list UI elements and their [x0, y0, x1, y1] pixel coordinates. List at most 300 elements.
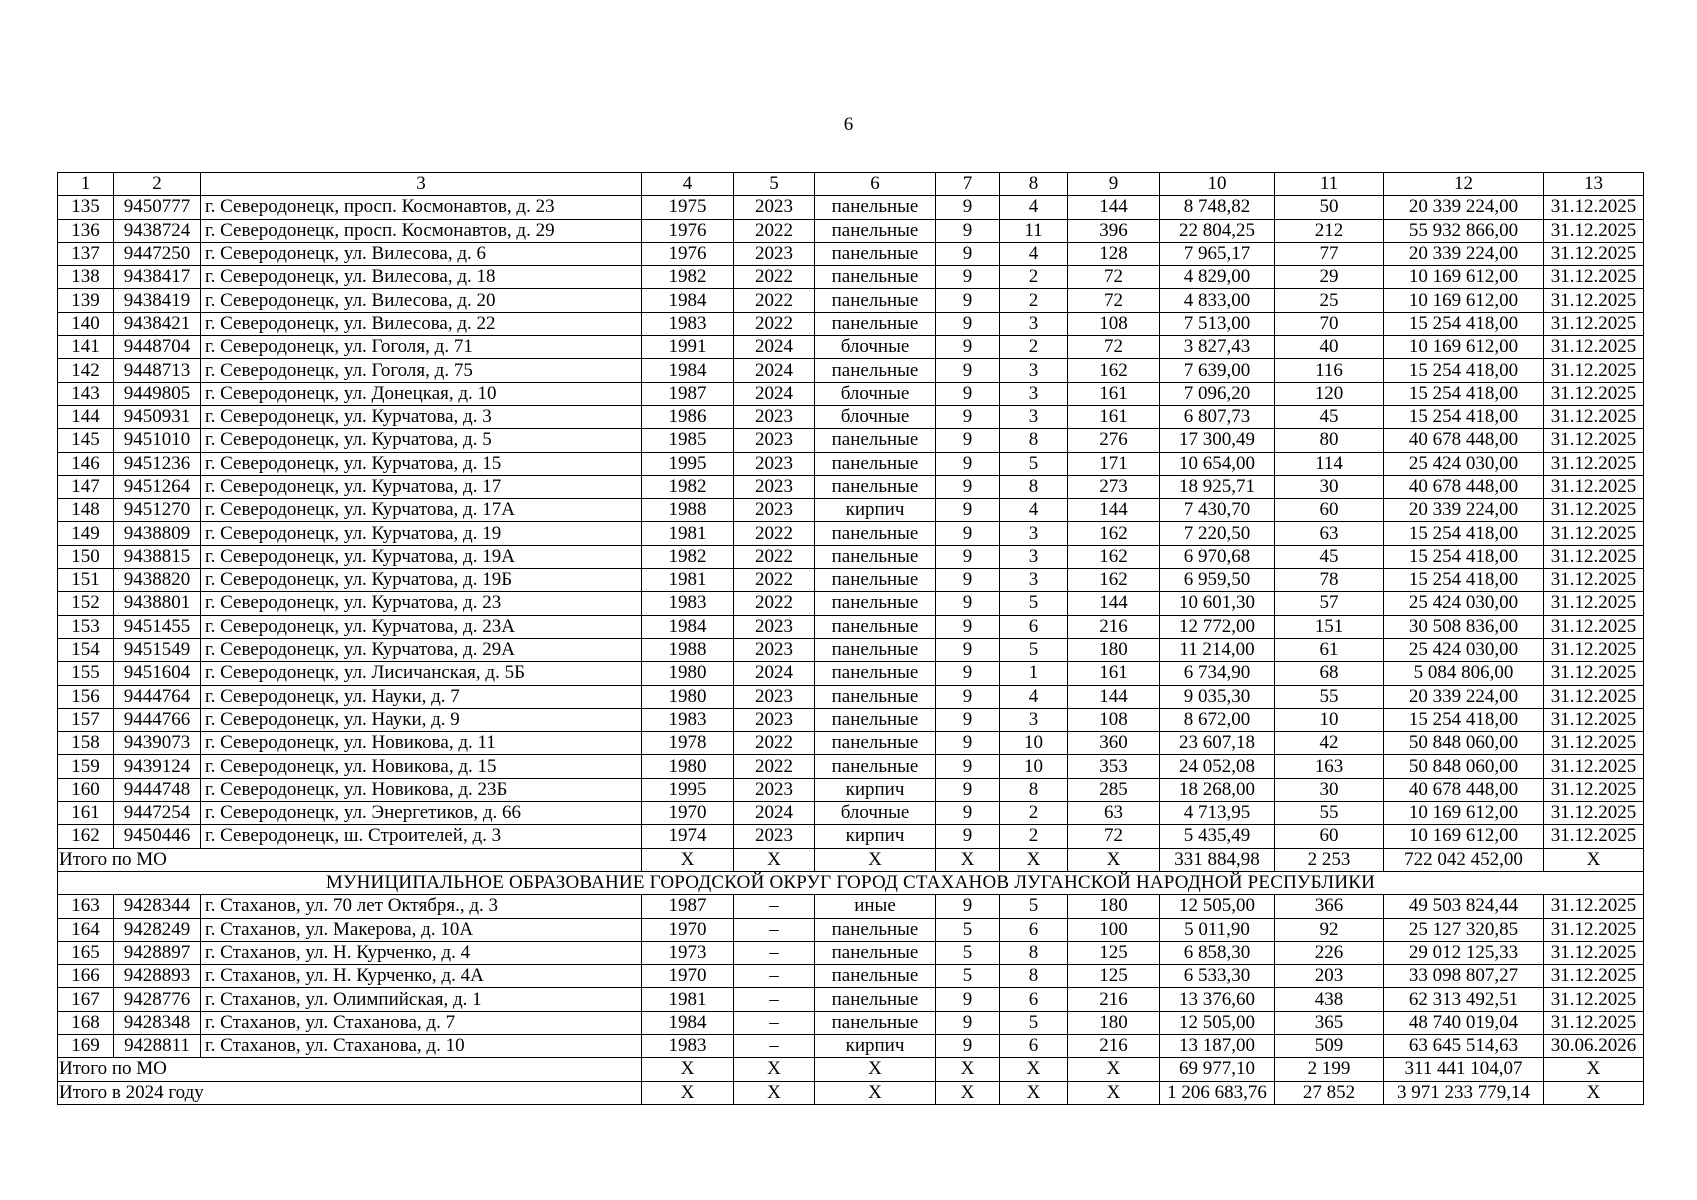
area-cell: 18 925,71	[1160, 475, 1275, 498]
cadastral-id-cell: 9444764	[114, 685, 201, 708]
year-built-cell: 1981	[642, 522, 734, 545]
row-number-cell: 135	[58, 196, 114, 219]
cadastral-id-cell: 9438809	[114, 522, 201, 545]
year-built-cell: 1988	[642, 499, 734, 522]
table-row	[58, 732, 1644, 755]
year-cell: 2024	[734, 662, 815, 685]
address-cell: г. Северодонецк, ул. Курчатова, д. 23	[201, 592, 642, 615]
wall-material-cell: панельные	[815, 475, 936, 498]
apartments-cell: 162	[1068, 522, 1160, 545]
cadastral-id-cell: 9428897	[114, 941, 201, 964]
cadastral-id-cell: 9451010	[114, 429, 201, 452]
floors-cell: 9	[936, 615, 1000, 638]
cadastral-id-cell: 9447254	[114, 802, 201, 825]
year-built-cell: 1975	[642, 196, 734, 219]
residents-cell: 63	[1275, 522, 1384, 545]
cadastral-id-cell: 9439073	[114, 732, 201, 755]
residents-cell: 509	[1275, 1034, 1384, 1057]
column-number-header: 2	[114, 173, 201, 196]
table-row	[58, 475, 1644, 498]
entrances-cell: 3	[1000, 312, 1068, 335]
wall-material-cell: панельные	[815, 312, 936, 335]
cost-cell: 20 339 224,00	[1384, 499, 1544, 522]
year-cell: 2022	[734, 266, 815, 289]
floors-cell: 9	[936, 405, 1000, 428]
apartments-cell: Х	[1068, 1058, 1160, 1081]
floors-cell: 5	[936, 965, 1000, 988]
table-row	[58, 825, 1644, 848]
year-built-cell: 1984	[642, 359, 734, 382]
column-number-header: 6	[815, 173, 936, 196]
area-cell: 3 827,43	[1160, 336, 1275, 359]
year-built-cell: 1981	[642, 569, 734, 592]
area-cell: 7 513,00	[1160, 312, 1275, 335]
apartments-cell: 180	[1068, 1011, 1160, 1034]
cost-cell: 20 339 224,00	[1384, 196, 1544, 219]
cost-cell: 15 254 418,00	[1384, 359, 1544, 382]
deadline-cell: 31.12.2025	[1544, 708, 1644, 731]
wall-material-cell: панельные	[815, 988, 936, 1011]
address-cell: г. Северодонецк, ул. Вилесова, д. 6	[201, 242, 642, 265]
entrances-cell: 8	[1000, 429, 1068, 452]
residents-cell: 203	[1275, 965, 1384, 988]
floors-cell: 9	[936, 429, 1000, 452]
page-number: 6	[843, 114, 854, 135]
wall-material-cell: Х	[815, 1081, 936, 1104]
floors-cell: 9	[936, 895, 1000, 918]
table-row	[58, 778, 1644, 801]
residents-cell: 365	[1275, 1011, 1384, 1034]
year-cell: 2024	[734, 359, 815, 382]
year-built-cell: 1983	[642, 312, 734, 335]
residents-cell: 29	[1275, 266, 1384, 289]
cadastral-id-cell: 9450931	[114, 405, 201, 428]
deadline-cell: 31.12.2025	[1544, 825, 1644, 848]
table-row	[58, 359, 1644, 382]
address-cell: г. Северодонецк, ул. Курчатова, д. 19А	[201, 545, 642, 568]
year-built-cell: 1970	[642, 802, 734, 825]
row-number-cell: 138	[58, 266, 114, 289]
floors-cell: 9	[936, 359, 1000, 382]
cost-cell: 40 678 448,00	[1384, 429, 1544, 452]
floors-cell: 9	[936, 569, 1000, 592]
floors-cell: 9	[936, 1034, 1000, 1057]
floors-cell: 9	[936, 242, 1000, 265]
wall-material-cell: панельные	[815, 615, 936, 638]
address-cell: г. Северодонецк, ул. Гоголя, д. 71	[201, 336, 642, 359]
apartments-cell: 285	[1068, 778, 1160, 801]
address-cell: г. Северодонецк, ул. Вилесова, д. 18	[201, 266, 642, 289]
wall-material-cell: кирпич	[815, 1034, 936, 1057]
entrances-cell: Х	[1000, 1081, 1068, 1104]
table-row	[58, 429, 1644, 452]
apartments-cell: 273	[1068, 475, 1160, 498]
year-cell: 2022	[734, 219, 815, 242]
residents-cell: 226	[1275, 941, 1384, 964]
wall-material-cell: панельные	[815, 242, 936, 265]
cost-cell: 25 424 030,00	[1384, 638, 1544, 661]
year-built-cell: 1987	[642, 895, 734, 918]
table-row	[58, 592, 1644, 615]
address-cell: г. Северодонецк, ул. Лисичанская, д. 5Б	[201, 662, 642, 685]
cadastral-id-cell: 9438815	[114, 545, 201, 568]
floors-cell: 9	[936, 499, 1000, 522]
table-row	[58, 1034, 1644, 1057]
table-row	[58, 988, 1644, 1011]
year-cell: 2023	[734, 685, 815, 708]
cost-cell: 15 254 418,00	[1384, 382, 1544, 405]
total-label: Итого по МО	[58, 848, 642, 871]
entrances-cell: 3	[1000, 522, 1068, 545]
entrances-cell: 3	[1000, 569, 1068, 592]
floors-cell: 9	[936, 522, 1000, 545]
cost-cell: 20 339 224,00	[1384, 242, 1544, 265]
year-built-cell: 1986	[642, 405, 734, 428]
municipality-section-title: МУНИЦИПАЛЬНОЕ ОБРАЗОВАНИЕ ГОРОДСКОЙ ОКРУГ ГОРОД СТАХАНОВ ЛУГАНСКОЙ НАРОДНОЙ РЕСПУБЛИКИ	[58, 871, 1644, 894]
deadline-cell: 31.12.2025	[1544, 359, 1644, 382]
year-cell: 2023	[734, 825, 815, 848]
residents-cell: 2 199	[1275, 1058, 1384, 1081]
row-number-cell: 162	[58, 825, 114, 848]
apartments-cell: Х	[1068, 1081, 1160, 1104]
floors-cell: 9	[936, 382, 1000, 405]
row-number-cell: 139	[58, 289, 114, 312]
deadline-cell: 31.12.2025	[1544, 429, 1644, 452]
row-number-cell: 169	[58, 1034, 114, 1057]
address-cell: г. Северодонецк, ул. Науки, д. 7	[201, 685, 642, 708]
cadastral-id-cell: 9439124	[114, 755, 201, 778]
cadastral-id-cell: 9451604	[114, 662, 201, 685]
residents-cell: 77	[1275, 242, 1384, 265]
row-number-cell: 145	[58, 429, 114, 452]
table-row	[58, 755, 1644, 778]
area-cell: 10 601,30	[1160, 592, 1275, 615]
cost-cell: 30 508 836,00	[1384, 615, 1544, 638]
floors-cell: 9	[936, 452, 1000, 475]
cost-cell: 10 169 612,00	[1384, 266, 1544, 289]
residents-cell: 92	[1275, 918, 1384, 941]
row-number-cell: 163	[58, 895, 114, 918]
table-row	[58, 895, 1644, 918]
cadastral-id-cell: 9438421	[114, 312, 201, 335]
column-number-header: 11	[1275, 173, 1384, 196]
entrances-cell: 8	[1000, 965, 1068, 988]
cadastral-id-cell: 9451549	[114, 638, 201, 661]
apartments-cell: 72	[1068, 289, 1160, 312]
row-number-cell: 168	[58, 1011, 114, 1034]
address-cell: г. Северодонецк, ул. Курчатова, д. 19	[201, 522, 642, 545]
cadastral-id-cell: 9451264	[114, 475, 201, 498]
residents-cell: 80	[1275, 429, 1384, 452]
apartments-cell: 128	[1068, 242, 1160, 265]
area-cell: 6 533,30	[1160, 965, 1275, 988]
floors-cell: Х	[936, 1081, 1000, 1104]
floors-cell: 9	[936, 778, 1000, 801]
table-row	[58, 499, 1644, 522]
row-number-cell: 155	[58, 662, 114, 685]
floors-cell: 9	[936, 708, 1000, 731]
floors-cell: 9	[936, 312, 1000, 335]
cadastral-id-cell: 9438724	[114, 219, 201, 242]
entrances-cell: 8	[1000, 475, 1068, 498]
floors-cell: 9	[936, 592, 1000, 615]
address-cell: г. Северодонецк, просп. Космонавтов, д. 29	[201, 219, 642, 242]
area-cell: 12 505,00	[1160, 1011, 1275, 1034]
year-built-cell: 1984	[642, 289, 734, 312]
area-cell: 6 970,68	[1160, 545, 1275, 568]
residents-cell: 366	[1275, 895, 1384, 918]
wall-material-cell: панельные	[815, 569, 936, 592]
address-cell: г. Северодонецк, ул. Курчатова, д. 5	[201, 429, 642, 452]
address-cell: г. Стаханов, ул. Н. Курченко, д. 4	[201, 941, 642, 964]
apartments-cell: Х	[1068, 848, 1160, 871]
entrances-cell: 2	[1000, 825, 1068, 848]
table-row	[58, 1011, 1644, 1034]
area-cell: 5 011,90	[1160, 918, 1275, 941]
residents-cell: 163	[1275, 755, 1384, 778]
row-number-cell: 152	[58, 592, 114, 615]
deadline-cell: 31.12.2025	[1544, 755, 1644, 778]
cost-cell: 55 932 866,00	[1384, 219, 1544, 242]
apartments-cell: 161	[1068, 382, 1160, 405]
address-cell: г. Северодонецк, ул. Новикова, д. 15	[201, 755, 642, 778]
row-number-cell: 137	[58, 242, 114, 265]
year-cell: 2024	[734, 336, 815, 359]
year-built-cell: 1976	[642, 242, 734, 265]
section-header-row	[58, 871, 1644, 894]
wall-material-cell: блочные	[815, 802, 936, 825]
wall-material-cell: иные	[815, 895, 936, 918]
table-row	[58, 242, 1644, 265]
deadline-cell: 31.12.2025	[1544, 592, 1644, 615]
apartments-cell: 171	[1068, 452, 1160, 475]
deadline-cell: 31.12.2025	[1544, 802, 1644, 825]
entrances-cell: 1	[1000, 662, 1068, 685]
cost-cell: 25 424 030,00	[1384, 592, 1544, 615]
row-number-cell: 149	[58, 522, 114, 545]
floors-cell: Х	[936, 1058, 1000, 1081]
area-cell: 4 713,95	[1160, 802, 1275, 825]
entrances-cell: 5	[1000, 1011, 1068, 1034]
cadastral-id-cell: 9444748	[114, 778, 201, 801]
year-built-cell: 1983	[642, 1034, 734, 1057]
cadastral-id-cell: 9451455	[114, 615, 201, 638]
apartments-cell: 144	[1068, 196, 1160, 219]
apartments-cell: 72	[1068, 825, 1160, 848]
column-number-header: 10	[1160, 173, 1275, 196]
entrances-cell: 6	[1000, 988, 1068, 1011]
entrances-cell: 8	[1000, 778, 1068, 801]
residents-cell: 114	[1275, 452, 1384, 475]
year-cell: 2022	[734, 289, 815, 312]
year-cell: 2023	[734, 242, 815, 265]
year-cell: –	[734, 988, 815, 1011]
row-number-cell: 164	[58, 918, 114, 941]
deadline-cell: 31.12.2025	[1544, 452, 1644, 475]
year-built-cell: 1984	[642, 615, 734, 638]
area-cell: 7 639,00	[1160, 359, 1275, 382]
year-built-cell: 1991	[642, 336, 734, 359]
floors-cell: 5	[936, 941, 1000, 964]
address-cell: г. Северодонецк, ул. Курчатова, д. 17А	[201, 499, 642, 522]
cadastral-id-cell: 9428348	[114, 1011, 201, 1034]
deadline-cell: 31.12.2025	[1544, 219, 1644, 242]
entrances-cell: 4	[1000, 196, 1068, 219]
table-row	[58, 312, 1644, 335]
wall-material-cell: панельные	[815, 429, 936, 452]
area-cell: 13 187,00	[1160, 1034, 1275, 1057]
apartments-cell: 144	[1068, 499, 1160, 522]
cadastral-id-cell: 9447250	[114, 242, 201, 265]
year-built-cell: 1980	[642, 662, 734, 685]
wall-material-cell: Х	[815, 848, 936, 871]
year-cell: 2023	[734, 475, 815, 498]
apartments-cell: 144	[1068, 685, 1160, 708]
year-built-cell: 1982	[642, 266, 734, 289]
cadastral-id-cell: 9428776	[114, 988, 201, 1011]
apartments-cell: 125	[1068, 965, 1160, 988]
address-cell: г. Северодонецк, ул. Донецкая, д. 10	[201, 382, 642, 405]
address-cell: г. Северодонецк, ул. Гоголя, д. 75	[201, 359, 642, 382]
cost-cell: 311 441 104,07	[1384, 1058, 1544, 1081]
column-number-header: 1	[58, 173, 114, 196]
cadastral-id-cell: 9450777	[114, 196, 201, 219]
cost-cell: 50 848 060,00	[1384, 755, 1544, 778]
residents-cell: 68	[1275, 662, 1384, 685]
area-cell: 23 607,18	[1160, 732, 1275, 755]
wall-material-cell: панельные	[815, 266, 936, 289]
floors-cell: 9	[936, 475, 1000, 498]
cost-cell: 15 254 418,00	[1384, 708, 1544, 731]
entrances-cell: 3	[1000, 708, 1068, 731]
year-cell: –	[734, 895, 815, 918]
residents-cell: 60	[1275, 825, 1384, 848]
entrances-cell: 2	[1000, 266, 1068, 289]
table-row	[58, 662, 1644, 685]
year-cell: –	[734, 1034, 815, 1057]
area-cell: 7 220,50	[1160, 522, 1275, 545]
floors-cell: 9	[936, 266, 1000, 289]
row-number-cell: 144	[58, 405, 114, 428]
residents-cell: 116	[1275, 359, 1384, 382]
column-number-header: 7	[936, 173, 1000, 196]
cost-cell: 33 098 807,27	[1384, 965, 1544, 988]
year-cell: 2023	[734, 196, 815, 219]
wall-material-cell: панельные	[815, 196, 936, 219]
deadline-cell: 31.12.2025	[1544, 732, 1644, 755]
floors-cell: 9	[936, 219, 1000, 242]
cost-cell: 40 678 448,00	[1384, 778, 1544, 801]
cost-cell: 25 127 320,85	[1384, 918, 1544, 941]
area-cell: 7 430,70	[1160, 499, 1275, 522]
deadline-cell: 31.12.2025	[1544, 662, 1644, 685]
year-cell: 2023	[734, 708, 815, 731]
cadastral-id-cell: 9448713	[114, 359, 201, 382]
apartments-cell: 161	[1068, 405, 1160, 428]
cost-cell: 10 169 612,00	[1384, 289, 1544, 312]
entrances-cell: 3	[1000, 359, 1068, 382]
table-body	[58, 173, 1644, 1105]
wall-material-cell: блочные	[815, 336, 936, 359]
row-number-cell: 151	[58, 569, 114, 592]
floors-cell: Х	[936, 848, 1000, 871]
area-cell: 12 505,00	[1160, 895, 1275, 918]
wall-material-cell: панельные	[815, 755, 936, 778]
year-cell: 2023	[734, 452, 815, 475]
table-row	[58, 941, 1644, 964]
apartments-cell: 161	[1068, 662, 1160, 685]
apartments-cell: 162	[1068, 359, 1160, 382]
area-cell: 10 654,00	[1160, 452, 1275, 475]
cost-cell: 10 169 612,00	[1384, 802, 1544, 825]
row-number-cell: 142	[58, 359, 114, 382]
year-cell: 2023	[734, 615, 815, 638]
floors-cell: 9	[936, 196, 1000, 219]
apartments-cell: 276	[1068, 429, 1160, 452]
deadline-cell: 31.12.2025	[1544, 918, 1644, 941]
address-cell: г. Северодонецк, ул. Курчатова, д. 15	[201, 452, 642, 475]
apartments-cell: 216	[1068, 1034, 1160, 1057]
cost-cell: 10 169 612,00	[1384, 336, 1544, 359]
area-cell: 7 965,17	[1160, 242, 1275, 265]
year-cell: –	[734, 1011, 815, 1034]
address-cell: г. Северодонецк, просп. Космонавтов, д. 23	[201, 196, 642, 219]
year-built-cell: 1987	[642, 382, 734, 405]
deadline-cell: 31.12.2025	[1544, 312, 1644, 335]
table-row	[58, 965, 1644, 988]
row-number-cell: 161	[58, 802, 114, 825]
address-cell: г. Стаханов, ул. 70 лет Октября., д. 3	[201, 895, 642, 918]
address-cell: г. Северодонецк, ул. Вилесова, д. 20	[201, 289, 642, 312]
cost-cell: 15 254 418,00	[1384, 545, 1544, 568]
column-number-header: 9	[1068, 173, 1160, 196]
year-cell: 2023	[734, 778, 815, 801]
year-built-cell: 1995	[642, 452, 734, 475]
row-number-cell: 143	[58, 382, 114, 405]
residents-cell: 120	[1275, 382, 1384, 405]
cost-cell: 48 740 019,04	[1384, 1011, 1544, 1034]
floors-cell: 9	[936, 545, 1000, 568]
cadastral-id-cell: 9428344	[114, 895, 201, 918]
wall-material-cell: панельные	[815, 685, 936, 708]
entrances-cell: 2	[1000, 802, 1068, 825]
floors-cell: 9	[936, 336, 1000, 359]
year-built-cell: 1980	[642, 755, 734, 778]
deadline-cell: 31.12.2025	[1544, 988, 1644, 1011]
wall-material-cell: панельные	[815, 708, 936, 731]
area-cell: 13 376,60	[1160, 988, 1275, 1011]
address-cell: г. Северодонецк, ул. Науки, д. 9	[201, 708, 642, 731]
total-row	[58, 848, 1644, 871]
deadline-cell: 31.12.2025	[1544, 242, 1644, 265]
year-built-cell: 1982	[642, 545, 734, 568]
year-cell: –	[734, 965, 815, 988]
row-number-cell: 166	[58, 965, 114, 988]
column-number-header: 5	[734, 173, 815, 196]
row-number-cell: 165	[58, 941, 114, 964]
area-cell: 7 096,20	[1160, 382, 1275, 405]
table-row	[58, 545, 1644, 568]
cost-cell: 3 971 233 779,14	[1384, 1081, 1544, 1104]
cost-cell: 10 169 612,00	[1384, 825, 1544, 848]
cost-cell: 15 254 418,00	[1384, 569, 1544, 592]
entrances-cell: 3	[1000, 382, 1068, 405]
wall-material-cell: панельные	[815, 522, 936, 545]
entrances-cell: 4	[1000, 499, 1068, 522]
year-built-cell: 1970	[642, 965, 734, 988]
apartments-cell: 144	[1068, 592, 1160, 615]
deadline-cell: 31.12.2025	[1544, 336, 1644, 359]
